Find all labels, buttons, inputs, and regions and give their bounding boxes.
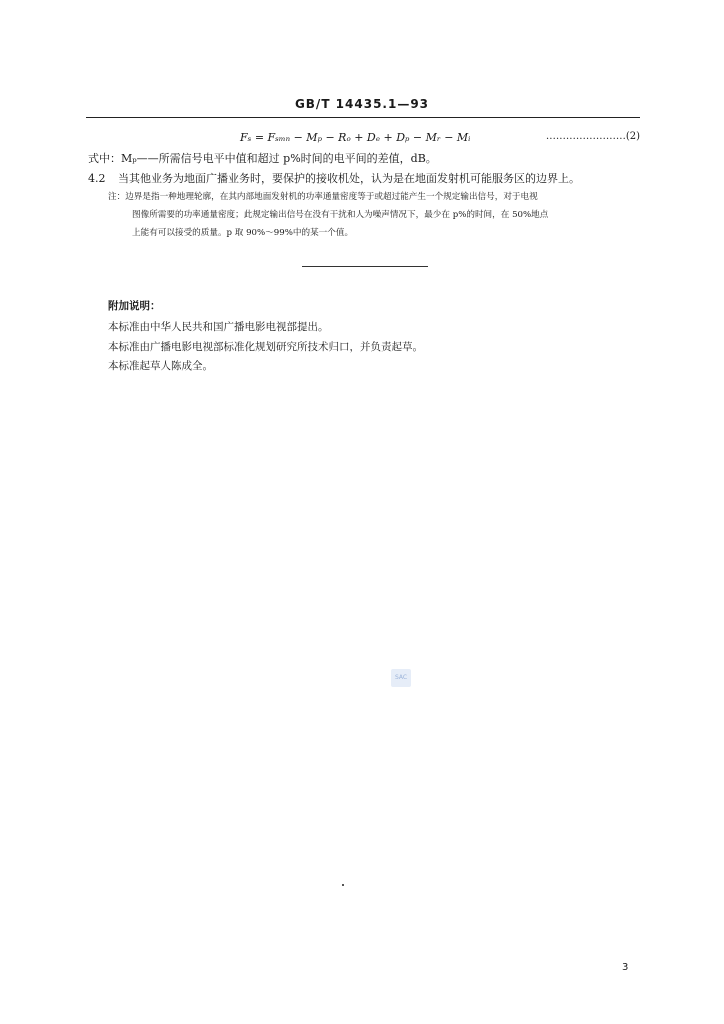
standard-number-header: GB/T 14435.1—93 (294, 97, 430, 111)
additional-note-line: 本标准由广播电影电视部标准化规划研究所技术归口，并负责起草。 (108, 340, 423, 353)
formula-2 (240, 131, 640, 147)
page-number: 3 (622, 962, 629, 973)
note-line: 上能有可以接受的质量。p 取 90%～99%中的某一个值。 (132, 228, 354, 238)
note-line: 注：边界是指一种地理轮廓，在其内部地面发射机的功率通量密度等于或超过能产生一个规定输出信号，对于电视 (108, 192, 538, 202)
clause-4-2 (88, 170, 580, 186)
header-rule (86, 117, 640, 118)
additional-notes-title: 附加说明： (108, 300, 161, 312)
sac-watermark: SAC (391, 669, 411, 687)
formula-where-line: 式中：Mₚ——所需信号电平中值和超过 p%时间的电平间的差值，dB。 (88, 152, 437, 165)
additional-note-line: 本标准起草人陈成全。 (108, 360, 213, 372)
scan-speck (342, 884, 344, 886)
formula-number: ……………………(2) (545, 131, 640, 142)
note-line: 图像所需要的功率通量密度；此规定输出信号在没有干扰和人为噪声情况下，最少在 p%的时间，在 50%地点 (132, 210, 549, 220)
clause-number: 4.2 (88, 172, 106, 185)
clause-text: 当其他业务为地面广播业务时，要保护的接收机处，认为是在地面发射机可能服务区的边界上。 (118, 172, 580, 185)
note-block (108, 188, 642, 242)
end-of-text-rule (302, 266, 428, 267)
additional-note-line: 本标准由中华人民共和国广播电影电视部提出。 (108, 321, 329, 333)
additional-notes (108, 318, 423, 377)
formula-expression: Fₛ = Fₛₘₙ − Mₚ − Rₒ + Dₑ + Dₚ − Mᵣ − Mᵢ (240, 131, 471, 144)
